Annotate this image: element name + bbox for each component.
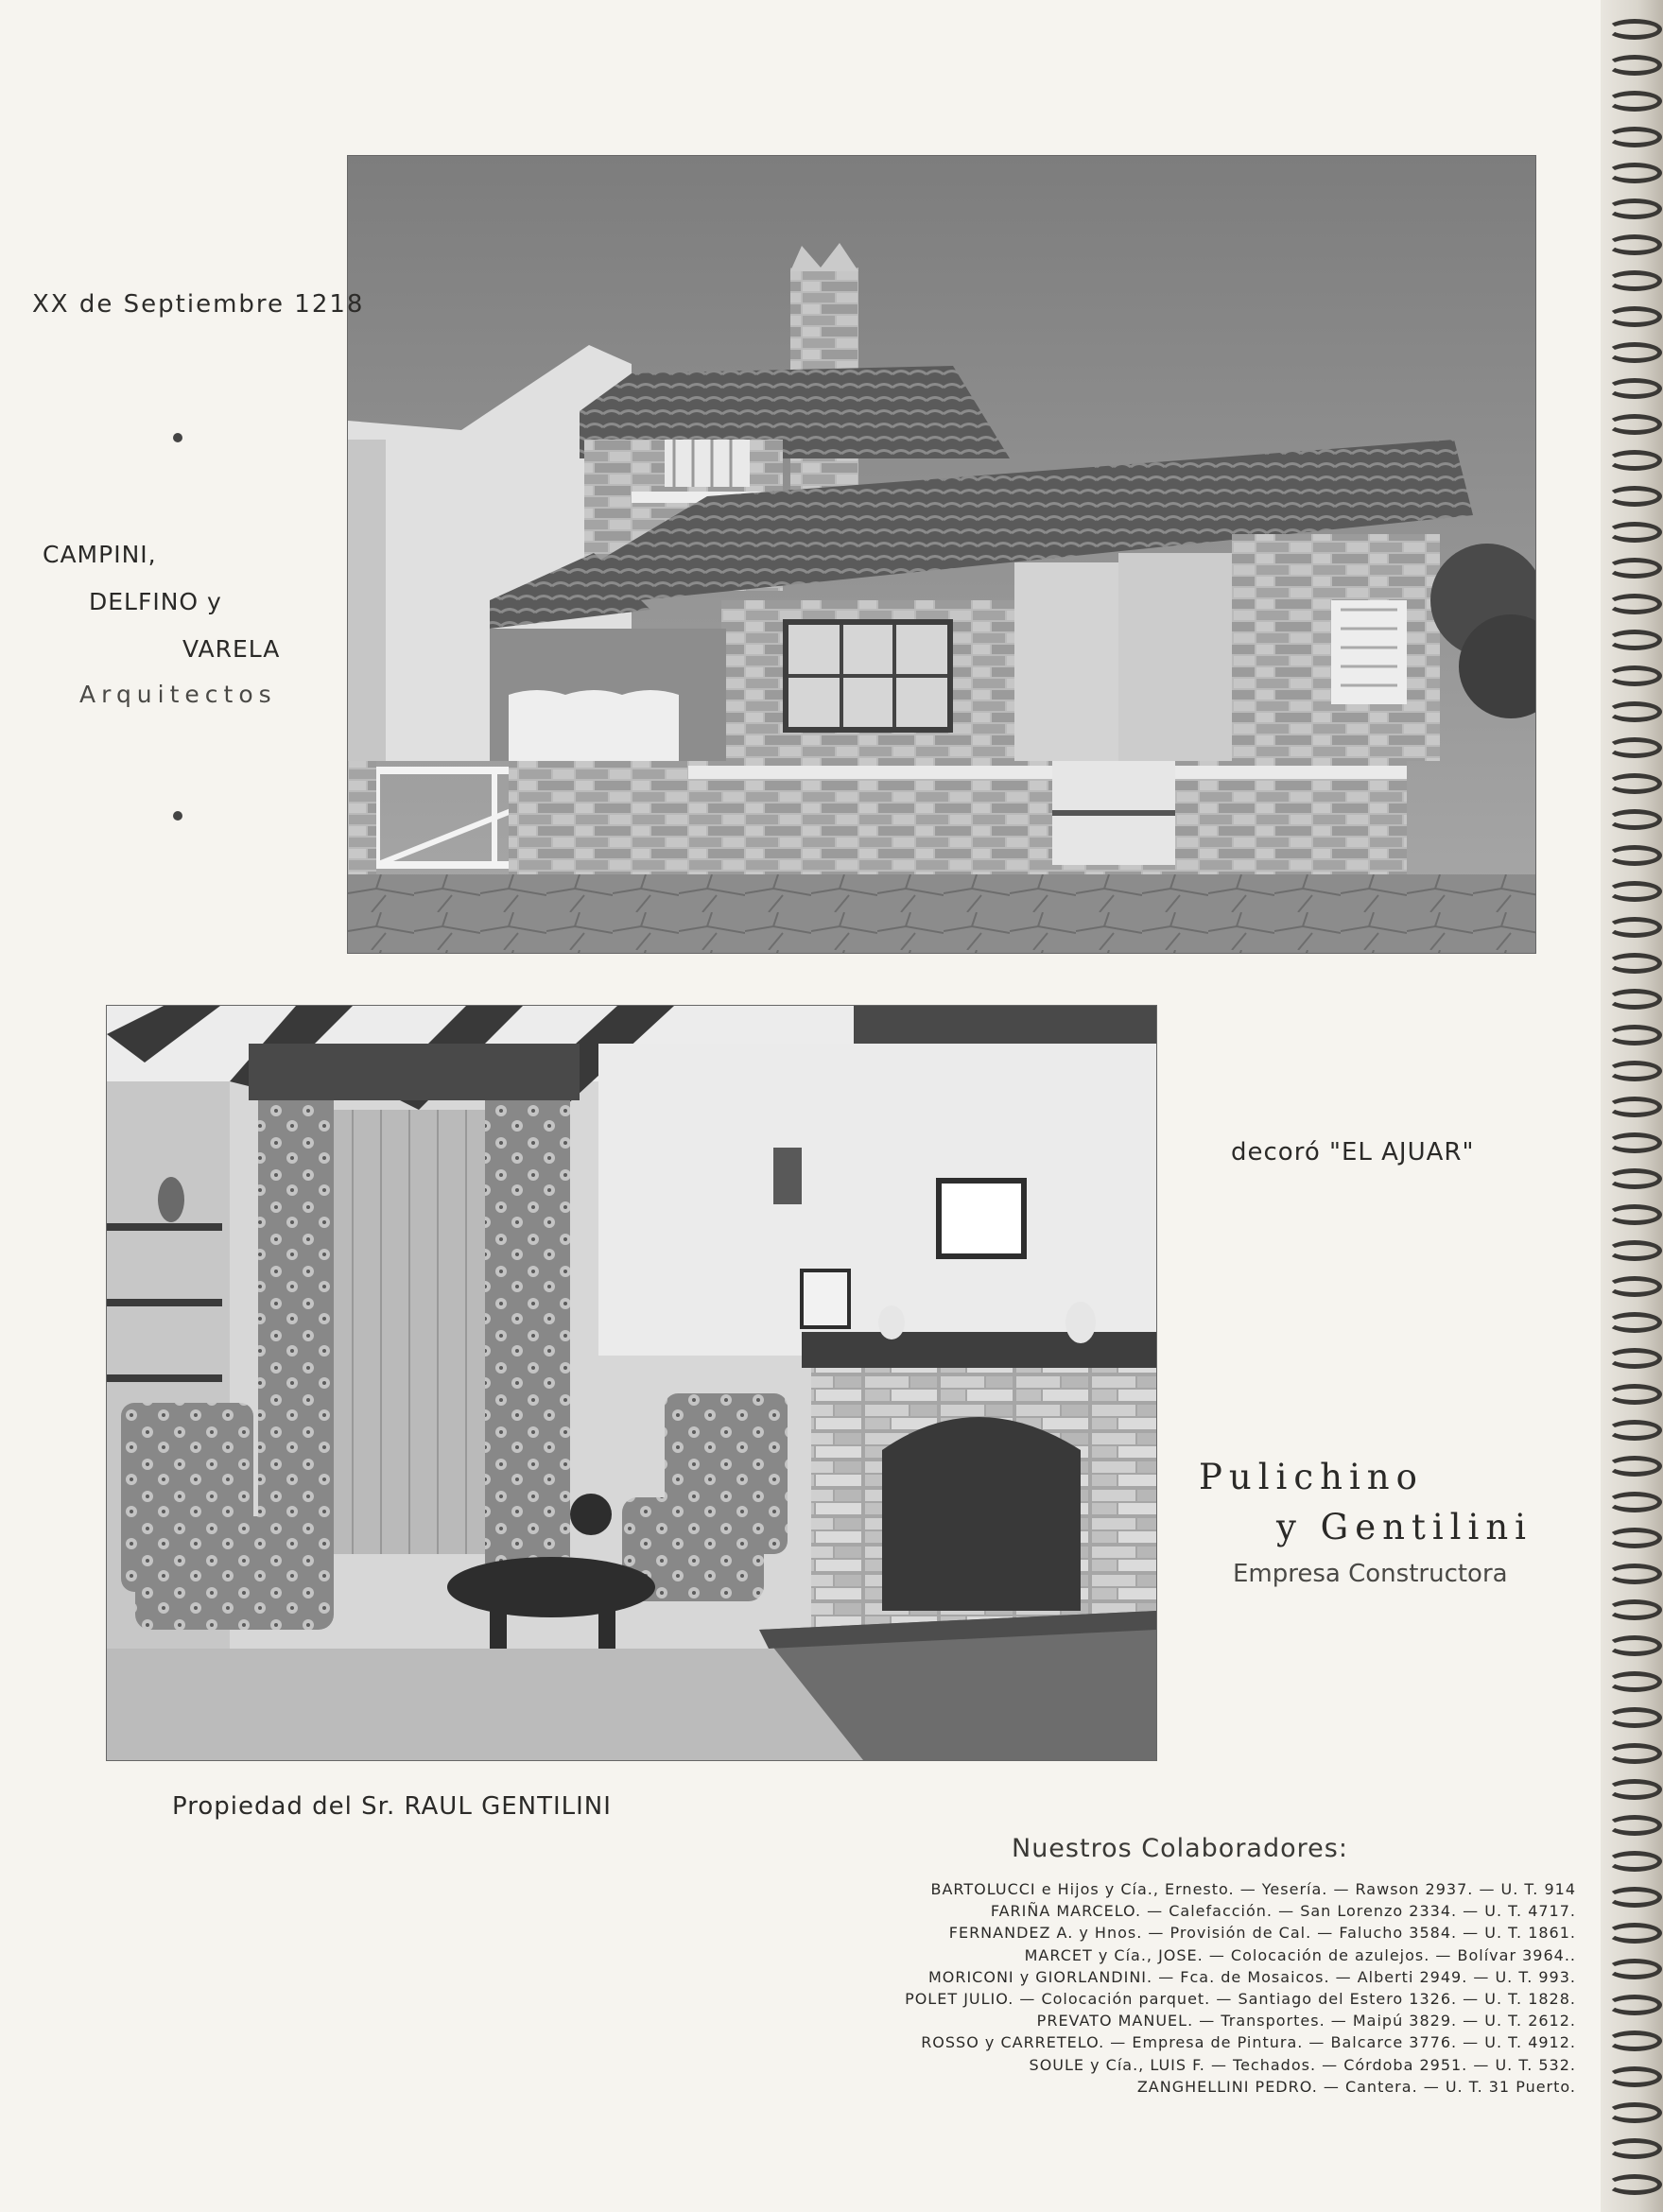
binding-ring: [1607, 1635, 1662, 1656]
binding-ring: [1607, 2174, 1662, 2195]
binding-ring: [1607, 558, 1662, 579]
owner-caption: Propiedad del Sr. RAUL GENTILINI: [172, 1792, 612, 1821]
list-item: FARIÑA MARCELO. — Calefacción. — San Lorenzo 2334. — U. T. 4717.: [990, 1902, 1576, 1921]
binding-ring: [1607, 1132, 1662, 1153]
binding-ring: [1607, 630, 1662, 650]
binding-ring: [1607, 917, 1662, 938]
binding-ring: [1607, 486, 1662, 507]
builder-line-1: Pulichino: [1199, 1457, 1424, 1497]
binding-ring: [1607, 1097, 1662, 1117]
binding-ring: [1607, 1456, 1662, 1477]
list-item: POLET JULIO. — Colocación parquet. — Santiago del Estero 1326. — U. T. 1828.: [905, 1990, 1576, 2009]
binding-ring: [1607, 1384, 1662, 1405]
binding-ring: [1607, 1025, 1662, 1046]
builder-subtitle: Empresa Constructora: [1233, 1560, 1508, 1588]
binding-ring: [1607, 989, 1662, 1010]
binding-ring: [1607, 737, 1662, 758]
binding-ring: [1607, 701, 1662, 722]
binding-ring: [1607, 1851, 1662, 1872]
binding-ring: [1607, 1348, 1662, 1369]
list-item: BARTOLUCCI e Hijos y Cía., Ernesto. — Yesería. — Rawson 2937. — U. T. 914: [930, 1880, 1576, 1898]
binding-ring: [1607, 2066, 1662, 2087]
house-exterior-photo: [347, 155, 1536, 954]
architect-line-3: VARELA: [182, 635, 281, 663]
binding-ring: [1607, 1959, 1662, 1979]
binding-ring: [1607, 2138, 1662, 2159]
list-item: FERNANDEZ A. y Hnos. — Provisión de Cal. — Falucho 3584. — U. T. 1861.: [948, 1924, 1576, 1943]
architects-subtitle: Arquitectos: [79, 681, 277, 708]
bullet-dot: [173, 433, 182, 442]
binding-ring: [1607, 378, 1662, 399]
binding-ring: [1607, 1061, 1662, 1081]
binding-ring: [1607, 163, 1662, 183]
binding-ring: [1607, 1743, 1662, 1764]
binding-ring: [1607, 19, 1662, 40]
binding-ring: [1607, 1815, 1662, 1836]
bullet-dot: [173, 811, 182, 821]
binding-ring: [1607, 594, 1662, 614]
collaborators-title: Nuestros Colaboradores:: [1012, 1834, 1348, 1863]
list-item: ZANGHELLINI PEDRO. — Cantera. — U. T. 31 Puerto.: [1136, 2077, 1576, 2096]
architect-line-1: CAMPINI,: [43, 541, 157, 568]
binding-ring: [1607, 55, 1662, 76]
list-item: MORICONI y GIORLANDINI. — Fca. de Mosaicos. — Alberti 2949. — U. T. 993.: [927, 1967, 1576, 1986]
binding-ring: [1607, 2102, 1662, 2123]
binding-ring: [1607, 1492, 1662, 1512]
binding-ring: [1607, 809, 1662, 830]
binding-ring: [1607, 881, 1662, 902]
list-item: PREVATO MANUEL. — Transportes. — Maipú 3829. — U. T. 2612.: [1036, 2012, 1576, 2031]
binding-ring: [1607, 522, 1662, 543]
binding-ring: [1607, 1707, 1662, 1728]
list-item: SOULE y Cía., LUIS F. — Techados. — Córdoba 2951. — U. T. 532.: [1029, 2055, 1576, 2074]
address-text: XX de Septiembre 1218: [32, 290, 365, 319]
binding-ring: [1607, 414, 1662, 435]
collaborators-list: [347, 1878, 1576, 2098]
binding-ring: [1607, 1887, 1662, 1908]
binding-ring: [1607, 1923, 1662, 1944]
binding-ring: [1607, 342, 1662, 363]
binding-ring: [1607, 306, 1662, 327]
binding-ring: [1607, 1995, 1662, 2015]
binding-ring: [1607, 1528, 1662, 1548]
binding-ring: [1607, 1779, 1662, 1800]
list-item: ROSSO y CARRETELO. — Empresa de Pintura. — Balcarce 3776. — U. T. 4912.: [921, 2033, 1576, 2052]
binding-ring: [1607, 234, 1662, 255]
builder-line-2: y Gentilini: [1276, 1507, 1533, 1547]
binding-ring: [1607, 773, 1662, 794]
list-item: MARCET y Cía., JOSE. — Colocación de azulejos. — Bolívar 3964..: [1024, 1945, 1576, 1964]
decorator-credit: decoró "EL AJUAR": [1231, 1138, 1475, 1166]
binding-ring: [1607, 1671, 1662, 1692]
binding-ring: [1607, 450, 1662, 471]
binding-ring: [1607, 1312, 1662, 1333]
binding-ring: [1607, 270, 1662, 291]
binding-ring: [1607, 1276, 1662, 1297]
binding-ring: [1607, 127, 1662, 147]
binding-ring: [1607, 2031, 1662, 2051]
binding-ring: [1607, 1420, 1662, 1441]
binding-ring: [1607, 1168, 1662, 1189]
architect-line-2: DELFINO y: [89, 588, 222, 615]
binding-ring: [1607, 953, 1662, 974]
binding-ring: [1607, 1204, 1662, 1225]
binding-ring: [1607, 1240, 1662, 1261]
binding-ring: [1607, 665, 1662, 686]
binding-ring: [1607, 1564, 1662, 1584]
binding-ring: [1607, 845, 1662, 866]
binding-ring: [1607, 91, 1662, 112]
binding-ring: [1607, 199, 1662, 219]
living-room-photo: [106, 1005, 1157, 1761]
binding-ring: [1607, 1599, 1662, 1620]
